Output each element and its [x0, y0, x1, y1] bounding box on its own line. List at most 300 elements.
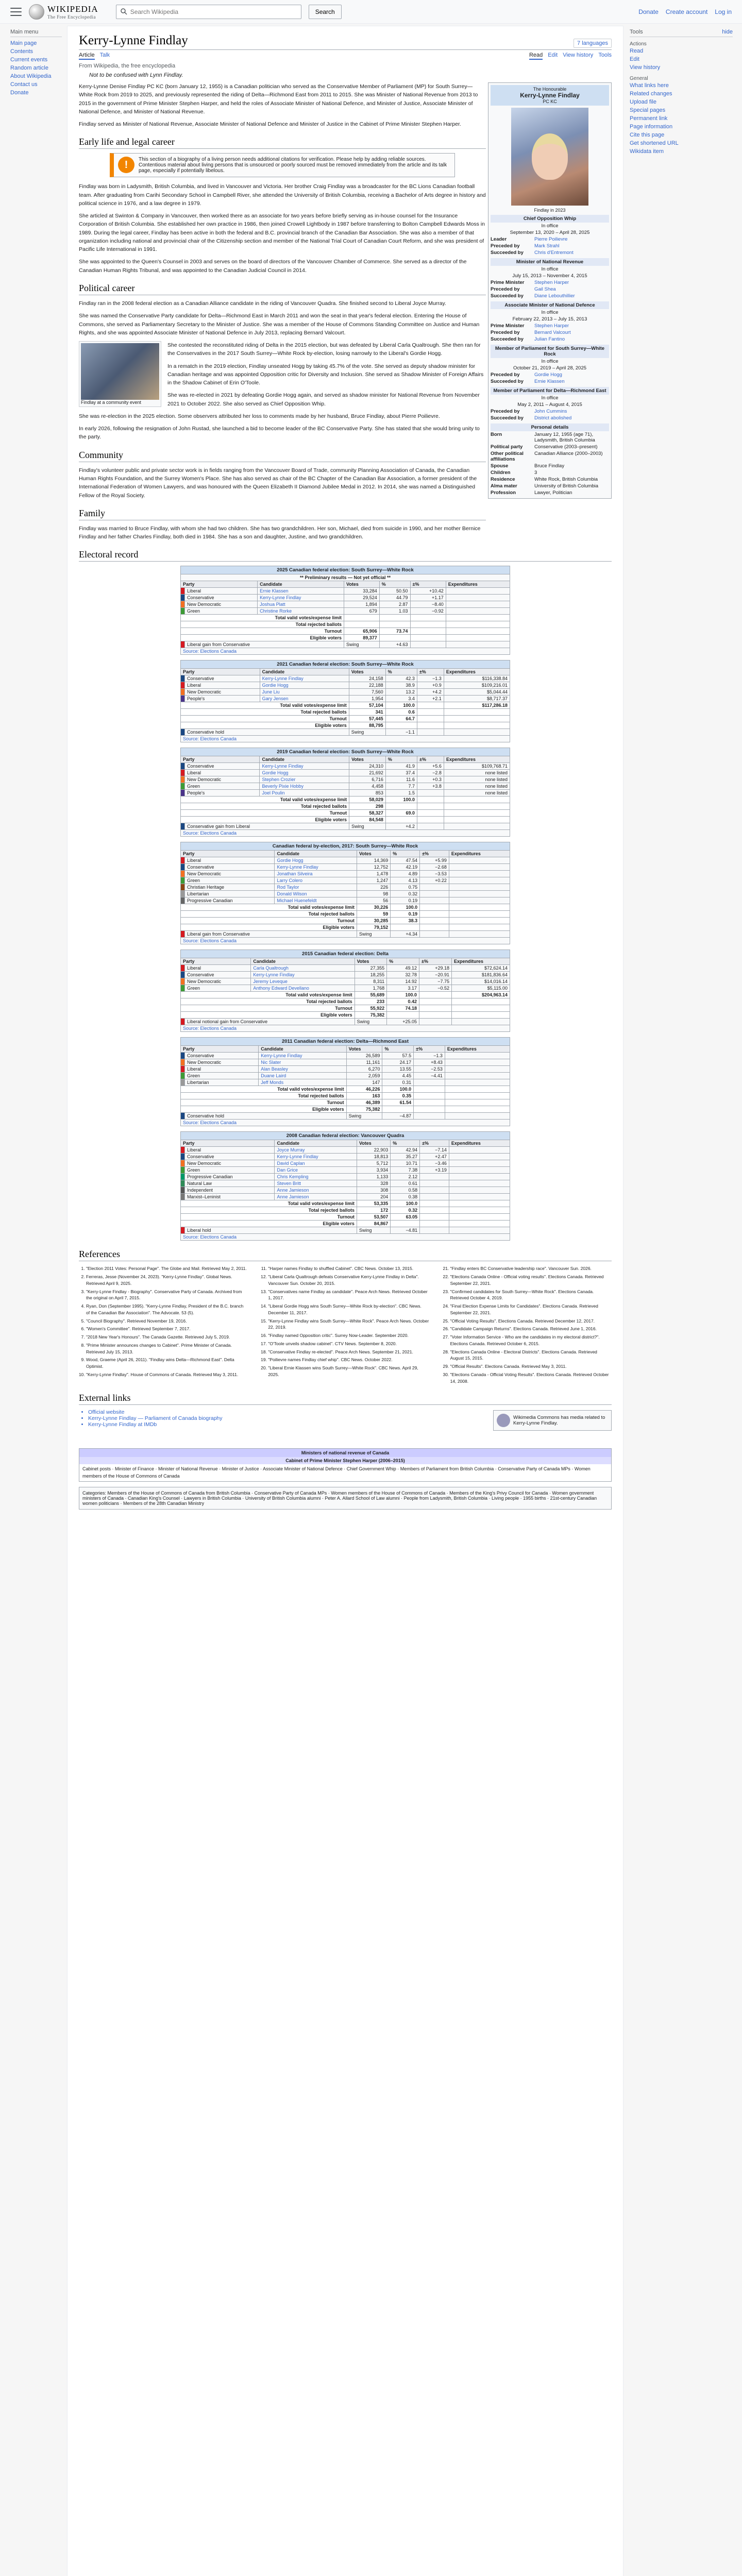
reference-item[interactable]: 5. "Council Biography". Retrieved November 19, 2016.: [86, 1318, 247, 1325]
cell-party: Liberal: [185, 588, 258, 595]
tool-general-get-shortened-url[interactable]: Get shortened URL: [630, 140, 679, 146]
tab-tools[interactable]: Tools: [598, 52, 612, 58]
cell-votes: 328: [357, 1180, 390, 1187]
menu-icon[interactable]: [10, 8, 22, 16]
infobox-row-value[interactable]: Bernard Valcourt: [534, 330, 571, 335]
tool-general-upload-file[interactable]: Upload file: [630, 99, 656, 105]
cell-votes: 27,355: [355, 965, 387, 972]
cell-chg: [420, 884, 449, 891]
cell-exp: [445, 1053, 510, 1059]
infobox-row-value[interactable]: Pierre Poilievre: [534, 236, 568, 242]
reference-item[interactable]: 25. "Official Voting Results". Elections Canada. Retrieved December 12, 2017.: [450, 1318, 612, 1325]
tab-read[interactable]: Read: [529, 52, 543, 60]
cell-cand[interactable]: Ernie Klassen: [258, 588, 344, 595]
election-table: [180, 566, 510, 655]
cell-chg: +3.19: [420, 1167, 449, 1174]
navbox-group: Cabinet of Prime Minister Stephen Harper (2006–2015): [79, 1457, 611, 1464]
infobox-personal-row: [491, 431, 609, 444]
total-blank: [419, 992, 452, 998]
reference-item[interactable]: 30. "Elections Canada - Official Voting Results". Elections Canada. Retrieved October 14, 2008.: [450, 1371, 612, 1385]
reference-item[interactable]: 17. "O'Toole unveils shadow cabinet". CTV News. September 8, 2020.: [268, 1341, 429, 1347]
cell-votes: 853: [349, 790, 386, 796]
candidate-row: [181, 776, 510, 783]
reference-item[interactable]: 20. "Liberal Ernie Klassen wins South Surrey—White Rock". CBC News. April 29, 2025.: [268, 1365, 429, 1378]
result-blank: [444, 823, 510, 830]
result-color-swatch: [181, 1113, 185, 1120]
total-blank: [417, 702, 444, 709]
candidate-row: [181, 1066, 510, 1073]
candidate-row: [181, 877, 510, 884]
cell-pct: 42.19: [391, 864, 420, 871]
reference-item[interactable]: 12. "Liberal Carla Qualtrough defeats Conservative Kerry-Lynne Findlay in Delta". Vancouver Sun. October 20, 2015.: [268, 1274, 429, 1287]
column-header: Candidate: [258, 581, 344, 588]
cell-cand[interactable]: Joyce Murray: [275, 1147, 357, 1154]
election-caption: 2019 Canadian federal election: South Surrey—White Rock: [180, 748, 510, 756]
infobox-row: [491, 243, 609, 249]
reference-item[interactable]: 9. Wood, Graeme (April 26, 2011). "Findlay wins Delta—Richmond East". Delta Optimist.: [86, 1357, 247, 1370]
tab-article[interactable]: Article: [79, 52, 95, 60]
total-row: [181, 796, 510, 803]
column-header: %: [391, 851, 420, 857]
total-expenditure: [451, 1012, 510, 1019]
section-political: Political career: [79, 283, 486, 295]
family-paragraph: Findlay was married to Bruce Findlay, with whom she had two children. She has two grandchildren. Her son, Michael, died from suicide in 1990, and her mother Bernice Findlay and her father Charles Findlay, both died in 1984. She has a son and daughter, Justine, and two grandchildren.: [79, 525, 481, 540]
result-color-swatch: [181, 641, 185, 648]
total-value: 61.54: [382, 1099, 414, 1106]
total-expenditure: [449, 924, 510, 931]
infobox-office-term: In office: [541, 266, 559, 272]
political-paragraph: She was re-election in the 2025 election. Some observers attributed her loss to comments made by her husband, Bruce Findlay, about Pierre Poilievre.: [79, 413, 440, 419]
election-table-wrapper: [180, 1037, 510, 1126]
reference-item[interactable]: 2. Ferreras, Jesse (November 24, 2023). "Kerry-Lynne Findlay". Global News. Retrieved April 9, 2025.: [86, 1274, 247, 1287]
cell-cand[interactable]: Jeremy Leveque: [251, 978, 355, 985]
cell-cand[interactable]: Anne Jamieson: [275, 1194, 357, 1200]
result-blank: [449, 931, 510, 938]
cell-exp: [449, 1160, 510, 1167]
source-link[interactable]: Source: Elections Canada: [181, 938, 510, 944]
total-row: [181, 911, 510, 918]
total-expenditure: [451, 1005, 510, 1012]
cell-pct: 44.79: [379, 595, 410, 601]
site-header: [0, 0, 742, 24]
party-color-swatch: [181, 588, 185, 595]
external-link[interactable]: • Official website: [88, 1409, 612, 1415]
infobox-photo-caption: Findlay in 2023: [534, 208, 566, 213]
cell-cand[interactable]: Larry Colero: [275, 877, 357, 884]
swing-label: Swing: [346, 1113, 382, 1120]
nav-item-current-events[interactable]: Current events: [10, 57, 48, 63]
source-link[interactable]: Source: Elections Canada: [181, 1120, 510, 1126]
cell-pct: 0.31: [382, 1079, 414, 1086]
site-logo[interactable]: [29, 4, 98, 20]
reference-item[interactable]: 26. "Candidate Campaign Returns". Elections Canada. Retrieved June 1, 2016.: [450, 1326, 612, 1332]
cell-cand[interactable]: Jeff Monds: [259, 1079, 346, 1086]
cell-exp: [445, 1079, 510, 1086]
swing-value: +4.2: [385, 823, 417, 830]
cell-cand[interactable]: Kerry-Lynne Findlay: [258, 595, 344, 601]
cell-pct: 0.19: [391, 897, 420, 904]
total-expenditure: [449, 904, 510, 911]
cell-cand[interactable]: Kerry-Lynne Findlay: [259, 1053, 346, 1059]
reference-item[interactable]: 24. "Final Election Expense Limits for Candidates". Elections Canada. Retrieved September 22, 2021.: [450, 1303, 612, 1316]
infobox-row-value[interactable]: District abolished: [534, 415, 572, 421]
nav-item-contact-us[interactable]: Contact us: [10, 81, 38, 88]
total-label: Eligible voters: [181, 722, 349, 729]
infobox-row-value[interactable]: John Cummins: [534, 409, 567, 414]
community-paragraph: Findlay's volunteer public and private sector work is in fields ranging from the Vancouver Board of Trade, community Planning Association of Canada, the Canadian Human Rights Foundation, and the Surrey Women's Place. She has also served as chair of the BC Chapter of the Canadian Bar Association, a former president of the International Federation of Women Lawyers, and was honoured with the Queen Elizabeth II Diamond Jubilee Medal in 2012. In 2014, she was named a Distinguished Fellow of the Royal Society.: [79, 467, 477, 499]
column-header: Party: [181, 581, 258, 588]
cell-cand[interactable]: Gordie Hogg: [275, 857, 357, 864]
cell-party: Libertarian: [185, 891, 275, 897]
infobox-office-title[interactable]: Member of Parliament for Delta—Richmond East: [491, 387, 609, 395]
infobox-office-title[interactable]: Minister of National Revenue: [491, 258, 609, 266]
cell-cand[interactable]: Gordie Hogg: [260, 770, 349, 776]
infobox-row-label: Succeeded by: [491, 379, 524, 384]
total-blank: [420, 1214, 449, 1221]
party-color-swatch: [181, 763, 185, 770]
cell-cand[interactable]: Duane Laird: [259, 1073, 346, 1079]
cell-cand[interactable]: Kerry-Lynne Findlay: [260, 675, 349, 682]
tool-general-related-changes[interactable]: Related changes: [630, 91, 672, 97]
cell-chg: −0.92: [410, 608, 446, 615]
infobox-row-value[interactable]: Diane Lebouthillier: [534, 293, 575, 299]
result-color-swatch: [181, 931, 185, 938]
infobox-row-value[interactable]: Stephen Harper: [534, 280, 569, 285]
cell-cand[interactable]: Anne Jamieson: [275, 1187, 357, 1194]
notice-text: This section of a biography of a living person needs additional citations for verification. Please help by adding reliable sources. Contentious material about living persons that is unsourced or poorly sourced must be removed immediately from the article and its talk page, especially if potentially libelous.: [139, 157, 447, 174]
result-blank: [410, 641, 446, 648]
cell-cand[interactable]: Gordie Hogg: [260, 682, 349, 689]
tool-general-wikidata-item[interactable]: Wikidata item: [630, 148, 664, 155]
tool-general-cite-this-page[interactable]: Cite this page: [630, 132, 665, 138]
infobox-row-value: White Rock, British Columbia: [534, 477, 598, 482]
tab-talk[interactable]: Talk: [99, 52, 110, 58]
tab-history[interactable]: View history: [563, 52, 594, 58]
total-value: 58,029: [349, 796, 386, 803]
infobox-office-title[interactable]: Chief Opposition Whip: [491, 215, 609, 223]
reference-item[interactable]: 7. "2018 New Year's Honours". The Canada Gazette. Retrieved July 5, 2019.: [86, 1334, 247, 1341]
commons-icon: [497, 1414, 510, 1427]
cell-cand[interactable]: Anthony Edward Devellano: [251, 985, 355, 992]
cell-cand[interactable]: Joel Poulin: [260, 790, 349, 796]
infobox-row-value[interactable]: Stephen Harper: [534, 323, 569, 329]
reference-item[interactable]: 10. "Kerry-Lynne Findlay". House of Commons of Canada. Retrieved May 3, 2011.: [86, 1371, 247, 1378]
cell-cand[interactable]: Gary Jensen: [260, 696, 349, 702]
reference-item[interactable]: 13. "Conservatives name Findlay as candidate". Peace Arch News. Retrieved October 1, 2017.: [268, 1289, 429, 1302]
party-color-swatch: [181, 1066, 185, 1073]
source-link[interactable]: Source: Elections Canada: [181, 1234, 510, 1241]
reference-item[interactable]: 21. "Findlay enters BC Conservative leadership race". Vancouver Sun. 2026.: [450, 1265, 612, 1272]
result-blank: [444, 729, 510, 736]
cell-votes: 14,369: [357, 857, 390, 864]
cell-chg: [420, 891, 449, 897]
candidate-row: [181, 682, 510, 689]
cell-exp: [449, 1194, 510, 1200]
thumbnail-caption: Findlay at a community event: [81, 400, 142, 405]
infobox-office-title[interactable]: Associate Minister of National Defence: [491, 301, 609, 309]
total-expenditure: [451, 998, 510, 1005]
cell-cand[interactable]: Jonathan Silveira: [275, 871, 357, 877]
total-row: [181, 1221, 510, 1227]
total-blank: [417, 722, 444, 729]
infobox-row-value[interactable]: Mark Strahl: [534, 243, 560, 249]
reference-item[interactable]: 4. Ryan, Don (September 1995). "Kerry-Lynne Findlay, President of the B.C. branch of the Canadian Bar Association". The Advocate. 53 (5).: [86, 1303, 247, 1316]
header-link-create-account[interactable]: Create account: [665, 8, 708, 15]
cell-cand[interactable]: Donald Wilson: [275, 891, 357, 897]
reference-item[interactable]: 22. "Elections Canada Online - Official voting results". Elections Canada. Retrieved September 22, 2021.: [450, 1274, 612, 1287]
total-value: 30,226: [357, 904, 390, 911]
photo-thumbnail[interactable]: [79, 341, 161, 407]
nav-item-random-article[interactable]: Random article: [10, 65, 48, 71]
cell-exp: [449, 1180, 510, 1187]
total-value: 100.0: [385, 796, 417, 803]
header-link-donate[interactable]: Donate: [638, 8, 659, 15]
total-value: 55,922: [355, 1005, 387, 1012]
cell-exp: [449, 877, 510, 884]
infobox-office-dates: October 21, 2019 – April 28, 2025: [513, 365, 587, 371]
result-color-swatch: [181, 1227, 185, 1234]
infobox-row-value: Lawyer, Politician: [534, 490, 572, 496]
cell-cand[interactable]: Christine Rorke: [258, 608, 344, 615]
result-row: [181, 641, 510, 648]
cell-cand[interactable]: Chris Kempling: [275, 1174, 357, 1180]
source-link[interactable]: Source: Elections Canada: [181, 830, 510, 837]
early-life-paragraph: She was appointed to the Queen's Counsel in 2003 and serves on the board of directors of the Vancouver Chamber of Commerce. She served as a director of the Canadian Human Rights Tribunal, and was appointed to the Canadian Judicial Council in 2014.: [79, 259, 467, 274]
nav-item-main-page[interactable]: Main page: [10, 40, 37, 46]
candidate-row: [181, 1187, 510, 1194]
source-link[interactable]: Source: Elections Canada: [181, 736, 510, 742]
total-blank: [417, 803, 444, 810]
cell-chg: +2.1: [417, 696, 444, 702]
language-button[interactable]: 7 languages: [574, 39, 612, 48]
reference-item[interactable]: 14. "Liberal Gordie Hogg wins South Surrey—White Rock by-election". CBC News. December 11, 2017.: [268, 1303, 429, 1316]
cell-cand[interactable]: Alan Beasley: [259, 1066, 346, 1073]
total-value: [387, 1012, 419, 1019]
election-table-wrapper: [180, 566, 510, 655]
infobox-office-dates: September 13, 2020 – April 28, 2025: [510, 230, 590, 235]
infobox-suffix: PC KC: [543, 99, 557, 104]
source-row: [181, 1120, 510, 1126]
cell-pct: 47.54: [391, 857, 420, 864]
cell-cand[interactable]: Carla Qualtrough: [251, 965, 355, 972]
cell-cand[interactable]: Stephen Crozier: [260, 776, 349, 783]
infobox-row-value[interactable]: Julian Fantino: [534, 336, 565, 342]
early-life-paragraph: She articled at Swinton & Company in Vancouver, then worked there as an associate for two years before briefly serving as in-house counsel for the Insurance Corporation of British Columbia. She established her own practice in 1986, then joined Crowell Lightbody in 1987 before transferring to Bolton Campbell Edwards Moss in 1989. During the legal career, Findlay has been active in both the federal and B.C. provincial branch of the Canadian Bar Association. She was also a member of that organization including national and provincial chair of the Citizenship section and member of the National Trial Court of Canadian Court Reform, and she was president of Pacific Life International in 1991.: [79, 213, 485, 253]
cell-cand[interactable]: Joshua Platt: [258, 601, 344, 608]
cell-exp: $109,216.01: [444, 682, 510, 689]
reference-item[interactable]: 1. "Election 2011 Votes: Personal Page". The Globe and Mail. Retrieved May 2, 2011.: [86, 1265, 247, 1272]
total-value: 0.32: [391, 1207, 420, 1214]
infobox-personal-row: [491, 483, 609, 489]
party-color-swatch: [181, 1180, 185, 1187]
nav-item-about-wikipedia[interactable]: About Wikipedia: [10, 73, 52, 79]
external-link[interactable]: • Kerry-Lynne Findlay at IMDb: [88, 1421, 612, 1428]
total-blank: [410, 621, 446, 628]
candidate-row: [181, 1174, 510, 1180]
cell-pct: 50.50: [379, 588, 410, 595]
party-color-swatch: [181, 1073, 185, 1079]
total-label: Total valid votes/expense limit: [181, 1086, 347, 1093]
reference-item[interactable]: 3. "Kerry-Lynne Findlay - Biography". Conservative Party of Canada. Archived from the original on April 7, 2015.: [86, 1289, 247, 1302]
cell-votes: 226: [357, 884, 390, 891]
tool-general-permanent-link[interactable]: Permanent link: [630, 115, 668, 122]
party-color-swatch: [181, 1147, 185, 1154]
cell-exp: $109,768.71: [444, 763, 510, 770]
reference-item[interactable]: 11. "Harper names Findlay to shuffled Cabinet". CBC News. October 13, 2015.: [268, 1265, 429, 1272]
reference-item[interactable]: 28. "Elections Canada Online - Electoral Districts". Elections Canada. Retrieved August 15, 2015.: [450, 1349, 612, 1362]
cell-cand[interactable]: Kerry-Lynne Findlay: [251, 972, 355, 978]
cell-party: Conservative: [185, 595, 258, 601]
cell-votes: 56: [357, 897, 390, 904]
tool-general-what-links-here[interactable]: What links here: [630, 82, 669, 89]
source-link[interactable]: Source: Elections Canada: [181, 648, 510, 655]
cell-cand[interactable]: Steven Britt: [275, 1180, 357, 1187]
reference-item[interactable]: 23. "Confirmed candidates for South Surrey—White Rock". Elections Canada. Retrieved October 4, 2019.: [450, 1289, 612, 1302]
navbox-title: Ministers of national revenue of Canada: [79, 1449, 611, 1457]
total-blank: [417, 796, 444, 803]
party-color-swatch: [181, 877, 185, 884]
cell-cand[interactable]: Nic Slater: [259, 1059, 346, 1066]
total-blank: [417, 817, 444, 823]
result-text: Conservative hold: [185, 1113, 347, 1120]
political-paragraph: She contested the reconstituted riding of Delta in the 2015 election, but was defeated by Liberal Carla Qualtrough. She then ran for the Conservatives in the 2017 South Surrey—White Rock by-election, losing narrowly to the Liberal's Gordie Hogg.: [167, 342, 481, 357]
cell-party: New Democratic: [185, 1160, 275, 1167]
infobox-photo[interactable]: [511, 108, 588, 206]
search-input[interactable]: [130, 8, 297, 15]
nav-item-contents[interactable]: Contents: [10, 48, 33, 55]
nav-item-donate[interactable]: Donate: [10, 90, 29, 96]
total-label: Total valid votes/expense limit: [181, 702, 349, 709]
source-link[interactable]: Source: Elections Canada: [181, 1025, 510, 1032]
cell-exp: [449, 1174, 510, 1180]
reference-item[interactable]: 8. "Prime Minister announces changes to Cabinet". Prime Minister of Canada. Retrieved July 15, 2013.: [86, 1342, 247, 1355]
cell-party: Liberal: [185, 965, 251, 972]
total-value: 74.18: [387, 1005, 419, 1012]
infobox-office-term: In office: [541, 359, 559, 364]
general-heading: General: [630, 76, 648, 81]
reference-item[interactable]: 27. "Voter Information Service - Who are the candidates in my electoral district?". Elections Canada. Retrieved October 6, 2015.: [450, 1334, 612, 1347]
result-row: [181, 1113, 510, 1120]
cell-cand[interactable]: Kerry-Lynne Findlay: [275, 864, 357, 871]
cell-party: Progressive Canadian: [185, 897, 275, 904]
tool-general-page-information[interactable]: Page information: [630, 124, 673, 130]
intro-paragraph: Kerry-Lynne Denise Findlay PC KC (born January 12, 1955) is a Canadian politician who served as the Conservative Member of Parliament (MP) for South Surrey—White Rock from 2019 to 2025, and previously represented the riding of Delta—Richmond East from 2011 to 2015. She was Minister of National Revenue from 2013 to 2015 in the government of Prime Minister Stephen Harper, and held the roles of Associate Minister of National Defence, and Minister of Justice, Associate Minister of National Defence, and Minister of National Revenue.: [79, 83, 478, 115]
cell-pct: 41.9: [385, 763, 417, 770]
column-header: Votes: [349, 756, 386, 763]
election-caption: 2021 Canadian federal election: South Surrey—White Rock: [180, 660, 510, 668]
total-label: Turnout: [181, 810, 349, 817]
reference-item[interactable]: 29. "Official Results". Elections Canada. Retrieved May 3, 2011.: [450, 1363, 612, 1370]
header-link-log-in[interactable]: Log in: [715, 8, 732, 15]
cell-cand[interactable]: Beverly Pixie Hobby: [260, 783, 349, 790]
cell-cand[interactable]: Michael Huenefeldt: [275, 897, 357, 904]
cell-party: New Democratic: [185, 978, 251, 985]
infobox-row-value[interactable]: Gail Shea: [534, 286, 556, 292]
cell-cand[interactable]: Kerry-Lynne Findlay: [275, 1154, 357, 1160]
tool-action-edit[interactable]: Edit: [630, 56, 639, 62]
reference-item[interactable]: 19. "Poilievre names Findlay chief whip". CBC News. October 2022.: [268, 1357, 429, 1363]
infobox-personal-row: [491, 469, 609, 476]
cell-votes: 1,954: [349, 696, 385, 702]
search-button[interactable]: Search: [309, 5, 342, 19]
total-value: 57,445: [349, 716, 385, 722]
infobox-personal-heading: Personal details: [491, 423, 609, 431]
infobox-row-value[interactable]: Ernie Klassen: [534, 379, 565, 384]
cell-votes: 33,284: [344, 588, 380, 595]
cell-party: Liberal: [185, 770, 260, 776]
candidate-row: [181, 891, 510, 897]
cell-cand[interactable]: David Caplan: [275, 1160, 357, 1167]
infobox-personal-row: [491, 444, 609, 450]
candidate-row: [181, 595, 510, 601]
tools-hide-button[interactable]: hide: [722, 29, 733, 35]
cell-pct: 10.71: [391, 1160, 420, 1167]
party-color-swatch: [181, 776, 185, 783]
reference-item[interactable]: 15. "Kerry-Lynne Findlay wins South Surrey—White Rock". Peace Arch News. October 22, 2019.: [268, 1318, 429, 1331]
cell-cand[interactable]: June Liu: [260, 689, 349, 696]
total-row: [181, 702, 510, 709]
cell-pct: 1.03: [379, 608, 410, 615]
cell-votes: 26,589: [346, 1053, 382, 1059]
tool-general-special-pages[interactable]: Special pages: [630, 107, 666, 113]
election-table: [180, 748, 510, 837]
cell-exp: none listed: [444, 770, 510, 776]
tool-action-read[interactable]: Read: [630, 48, 644, 54]
cell-votes: 22,903: [357, 1147, 390, 1154]
intro-paragraph: Findlay served as Minister of National Revenue, Associate Minister of National Defence and Minister of Justice in the Cabinet of Prime Minister Stephen Harper.: [79, 121, 461, 128]
total-row: [181, 904, 510, 911]
infobox-row-label: Residence: [491, 477, 515, 482]
reference-item[interactable]: 6. "Women's Committee". Retrieved September 7, 2017.: [86, 1326, 247, 1332]
cell-votes: 22,188: [349, 682, 385, 689]
cell-cand[interactable]: Dan Grice: [275, 1167, 357, 1174]
candidate-row: [181, 857, 510, 864]
total-value: [391, 924, 420, 931]
commons-box: [493, 1410, 612, 1431]
total-label: Total valid votes/expense limit: [181, 904, 357, 911]
reference-item[interactable]: 16. "Findlay named Opposition critic". Surrey Now-Leader. September 2020.: [268, 1332, 429, 1339]
search-box: [116, 5, 301, 19]
total-label: Turnout: [181, 1099, 347, 1106]
infobox-row-value[interactable]: Chris d'Entremont: [534, 250, 574, 256]
cell-pct: 7.7: [385, 783, 417, 790]
cell-chg: [420, 897, 449, 904]
warning-icon: !: [118, 157, 134, 173]
column-header: ±%: [420, 1140, 449, 1147]
candidate-row: [181, 689, 510, 696]
infobox-personal-row: [491, 476, 609, 483]
cell-votes: 4,458: [349, 783, 386, 790]
external-link[interactable]: • Kerry-Lynne Findlay — Parliament of Canada biography: [88, 1415, 612, 1421]
header-row: [181, 669, 510, 675]
cell-cand[interactable]: Kerry-Lynne Findlay: [260, 763, 349, 770]
candidate-row: [181, 588, 510, 595]
election-table-wrapper: [180, 1131, 510, 1241]
reference-item[interactable]: 18. "Conservative Findlay re-elected". Peace Arch News. September 21, 2021.: [268, 1349, 429, 1355]
cell-cand[interactable]: Rod Taylor: [275, 884, 357, 891]
tab-edit[interactable]: Edit: [548, 52, 558, 58]
party-color-swatch: [181, 689, 185, 696]
infobox-office-dates: February 22, 2013 – July 15, 2013: [512, 316, 587, 322]
result-row: [181, 823, 510, 830]
infobox-row-value[interactable]: Gordie Hogg: [534, 372, 562, 378]
cell-votes: 24,310: [349, 763, 386, 770]
infobox-office-title[interactable]: Member of Parliament for South Surrey—White Rock: [491, 345, 609, 358]
total-value: 73.74: [379, 628, 410, 635]
cell-exp: [445, 1066, 510, 1073]
column-header: Votes: [357, 1140, 390, 1147]
tool-action-view-history[interactable]: View history: [630, 64, 661, 71]
